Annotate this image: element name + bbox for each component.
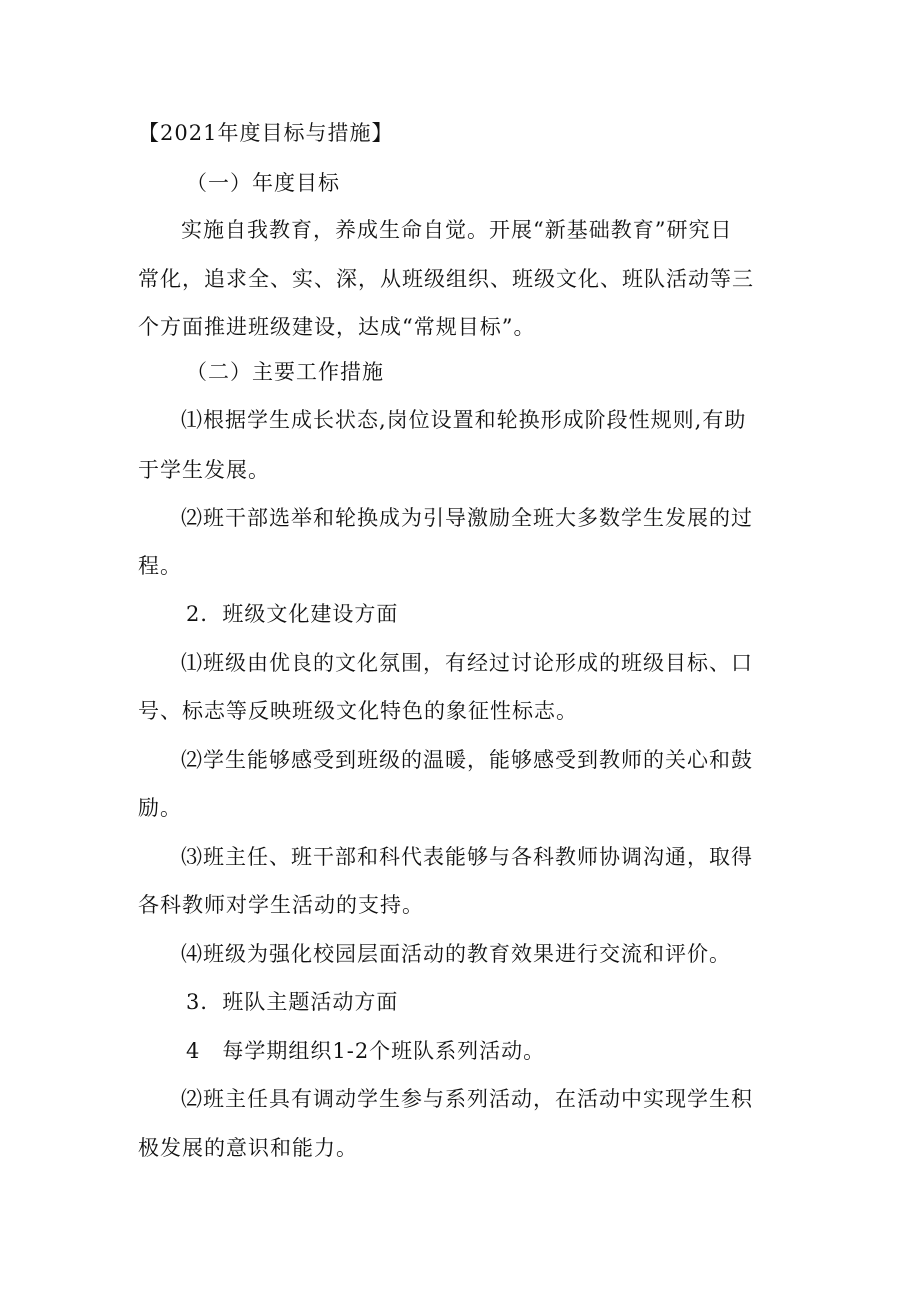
list-item-line: ⑴班级由优良的文化氛围，有经过讨论形成的班级目标、口 — [181, 651, 753, 675]
paragraph-line: 实施自我教育，养成生命自觉。开展“新基础教育”研究日 — [181, 218, 733, 242]
section-heading: 【2021年度目标与措施】 — [138, 121, 394, 145]
list-item-line: ⑵学生能够感受到班级的温暖，能够感受到教师的关心和鼓 — [181, 748, 753, 772]
section-heading: 2．班级文化建设方面 — [186, 602, 399, 626]
list-item-line: ⑴根据学生成长状态,岗位设置和轮换形成阶段性规则,有助 — [181, 408, 747, 432]
list-item-line: ⑶班主任、班干部和科代表能够与各科教师协调沟通，取得 — [181, 845, 753, 869]
section-heading: 3．班队主题活动方面 — [186, 990, 399, 1014]
list-item-line: 励。 — [138, 796, 182, 820]
paragraph-line: 个方面推进班级建设，达成“常规目标”。 — [138, 315, 536, 339]
subsection-heading: （二）主要工作措施 — [186, 360, 384, 384]
list-item-line: 于学生发展。 — [138, 458, 270, 482]
list-item-line: 各科教师对学生活动的支持。 — [138, 893, 424, 917]
list-item-line: 号、标志等反映班级文化特色的象征性标志。 — [138, 699, 578, 723]
paragraph-line: 常化，追求全、实、深，从班级组织、班级文化、班队活动等三 — [138, 267, 754, 291]
list-item-line: ⑷班级为强化校园层面活动的教育效果进行交流和评价。 — [181, 942, 731, 966]
subsection-heading: （一）年度目标 — [186, 171, 340, 195]
list-item-line: 4 每学期组织1-2个班队系列活动。 — [186, 1039, 546, 1063]
list-item-line: 程。 — [138, 554, 182, 578]
list-item-line: 极发展的意识和能力。 — [138, 1136, 358, 1160]
list-item-line: ⑵班主任具有调动学生参与系列活动，在活动中实现学生积 — [181, 1087, 753, 1111]
list-item-line: ⑵班干部选举和轮换成为引导激励全班大多数学生发展的过 — [181, 506, 753, 530]
